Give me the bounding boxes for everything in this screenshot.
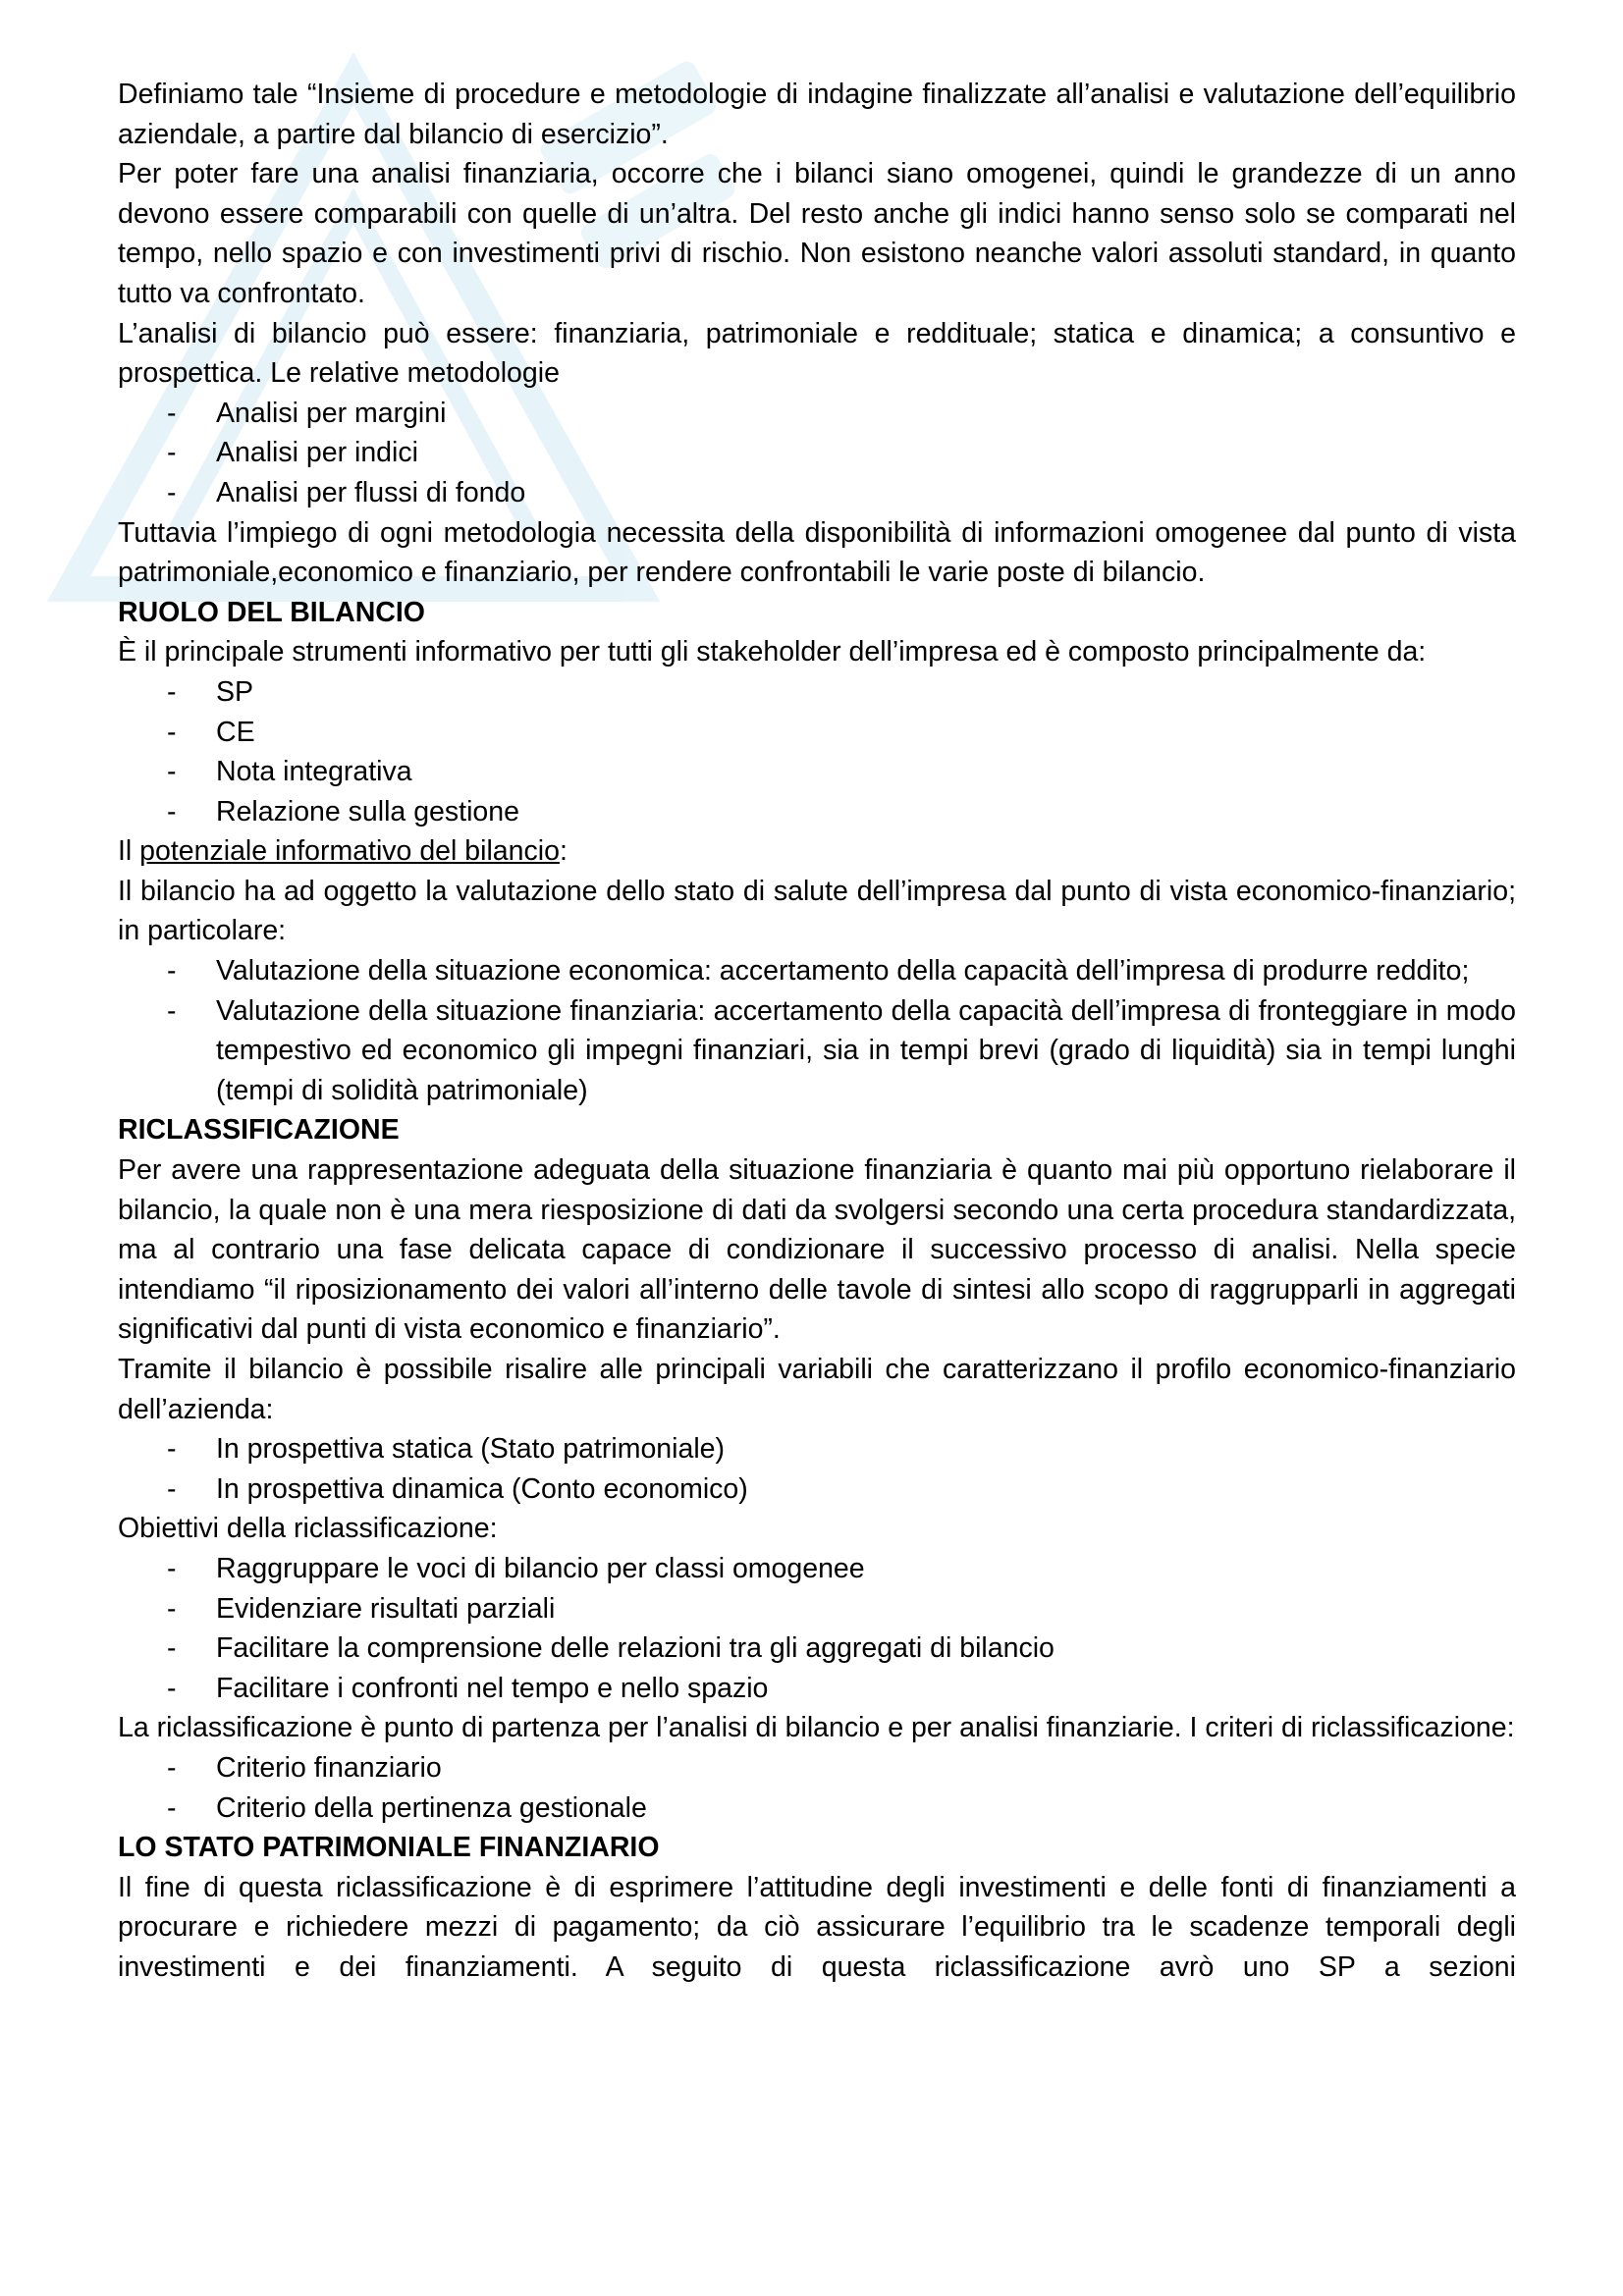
list-item-text: Criterio finanziario xyxy=(216,1751,442,1784)
list-item xyxy=(118,713,1516,753)
list-valutazioni xyxy=(118,951,1516,1110)
bullet-dash: - xyxy=(167,675,177,708)
potenziale-prefix: Il xyxy=(118,835,140,868)
bullet-dash: - xyxy=(167,1472,177,1505)
list-item xyxy=(118,1669,1516,1709)
paragraph-definition: Definiamo tale “Insieme di procedure e metodologie di indagine finalizzate all’analisi e valutazione dell’equilibrio aziendale, a partire dal bilancio di esercizio”. xyxy=(118,79,1516,150)
list-item-text: Analisi per indici xyxy=(216,437,418,469)
paragraph-punto-partenza: La riclassificazione è punto di partenza per l’analisi di bilancio e per analisi finanziarie. I criteri di riclassificazione: xyxy=(118,1712,1515,1744)
list-item xyxy=(118,1748,1516,1789)
bullet-dash: - xyxy=(167,1592,177,1625)
heading-ruolo-bilancio: RUOLO DEL BILANCIO xyxy=(118,596,425,628)
paragraph-omogeneita: Per poter fare una analisi finanziaria, occorre che i bilanci siano omogenei, quindi le grandezze di un anno devono essere comparabili con quelle di un’altra. Del resto anche gli indici hanno senso solo se comparati nel tempo, nello spazio e con investimenti privi di rischio. Non esistono neanche valori assoluti standard, in quanto tutto va confrontato. xyxy=(118,158,1516,309)
list-item-text: In prospettiva dinamica (Conto economico) xyxy=(216,1472,748,1505)
list-item-text: Facilitare i confronti nel tempo e nello spazio xyxy=(216,1672,769,1704)
bullet-dash: - xyxy=(167,716,177,748)
list-item-text: Valutazione della situazione economica: accertamento della capacità dell’impresa di produrre reddito; xyxy=(216,955,1470,988)
list-item-text: Facilitare la comprensione delle relazioni tra gli aggregati di bilancio xyxy=(216,1632,1055,1665)
list-item-text: CE xyxy=(216,716,255,748)
list-prospettive xyxy=(118,1429,1516,1509)
list-item xyxy=(118,792,1516,832)
bullet-dash: - xyxy=(167,1632,177,1665)
list-item xyxy=(118,991,1516,1111)
list-item-text: Evidenziare risultati parziali xyxy=(216,1592,556,1625)
paragraph-oggetto-bilancio: Il bilancio ha ad oggetto la valutazione dello stato di salute dell’impresa dal punto di vista economico-finanziario; in particolare: xyxy=(118,875,1516,947)
list-item-text: Raggruppare le voci di bilancio per classi omogenee xyxy=(216,1552,865,1584)
paragraph-fine-riclassificazione: Il fine di questa riclassificazione è di esprimere l’attitudine degli investimenti e delle fonti di finanziamenti a procurare e richiedere mezzi di pagamento; da ciò assicurare l’equilibrio tra le scadenze temporali degli investimenti e dei finanziamenti. A seguito di questa riclassificazione avrò uno SP a sezioni xyxy=(118,1871,1516,1983)
list-item-text: Analisi per margini xyxy=(216,397,447,429)
list-componenti-bilancio xyxy=(118,672,1516,831)
bullet-dash: - xyxy=(167,795,177,828)
bullet-dash: - xyxy=(167,397,177,429)
list-item-text: Nota integrativa xyxy=(216,756,412,788)
bullet-dash: - xyxy=(167,476,177,508)
document-page xyxy=(118,75,1516,1988)
list-item-text: Analisi per flussi di fondo xyxy=(216,476,526,508)
paragraph-variabili: Tramite il bilancio è possibile risalire alle principali variabili che caratterizzano il profilo economico-finanziario dell’azienda: xyxy=(118,1354,1516,1425)
list-item-text: SP xyxy=(216,675,254,708)
list-item xyxy=(118,1469,1516,1510)
list-item xyxy=(118,752,1516,792)
bullet-dash: - xyxy=(167,955,177,988)
heading-stato-patrimoniale: LO STATO PATRIMONIALE FINANZIARIO xyxy=(118,1832,660,1864)
list-item xyxy=(118,473,1516,513)
bullet-dash: - xyxy=(167,437,177,469)
bullet-dash: - xyxy=(167,1791,177,1824)
bullet-dash: - xyxy=(167,994,177,1027)
paragraph-strumento-informativo: È il principale strumenti informativo per tutti gli stakeholder dell’impresa ed è composto principalmente da: xyxy=(118,636,1427,668)
list-item xyxy=(118,1629,1516,1669)
bullet-dash: - xyxy=(167,756,177,788)
list-item-text: Relazione sulla gestione xyxy=(216,795,519,828)
list-item xyxy=(118,1589,1516,1629)
list-item-text: Valutazione della situazione finanziaria: accertamento della capacità dell’impresa di fronteggiare in modo tempestivo ed economico gli impegni finanziari, sia in tempi brevi (grado di liquidità) sia in tempi lunghi (tempi di solidità patrimoniale) xyxy=(216,994,1516,1106)
potenziale-underlined: potenziale informativo del bilancio xyxy=(139,835,560,868)
bullet-dash: - xyxy=(167,1433,177,1466)
paragraph-informazioni-omogenee: Tuttavia l’impiego di ogni metodologia necessita della disponibilità di informazioni omogenee dal punto di vista patrimoniale,economico e finanziario, per rendere confrontabili le varie poste di bilancio. xyxy=(118,516,1516,589)
heading-riclassificazione: RICLASSIFICAZIONE xyxy=(118,1114,400,1147)
list-item-text: Criterio della pertinenza gestionale xyxy=(216,1791,647,1824)
list-item xyxy=(118,672,1516,713)
list-item xyxy=(118,1789,1516,1829)
paragraph-potenziale-informativo xyxy=(118,831,1516,872)
list-obiettivi xyxy=(118,1549,1516,1708)
list-item xyxy=(118,1549,1516,1589)
paragraph-obiettivi: Obiettivi della riclassificazione: xyxy=(118,1513,498,1545)
paragraph-tipologie-analisi: L’analisi di bilancio può essere: finanziaria, patrimoniale e reddituale; statica e dinamica; a consuntivo e prospettica. Le relative metodologie xyxy=(118,317,1516,390)
list-item xyxy=(118,394,1516,434)
list-metodologie xyxy=(118,394,1516,513)
bullet-dash: - xyxy=(167,1751,177,1784)
list-item xyxy=(118,951,1516,991)
list-item-text: In prospettiva statica (Stato patrimoniale) xyxy=(216,1433,725,1466)
list-criteri xyxy=(118,1748,1516,1828)
potenziale-suffix: : xyxy=(559,835,568,868)
list-item xyxy=(118,1429,1516,1469)
paragraph-rappresentazione: Per avere una rappresentazione adeguata della situazione finanziaria è quanto mai più opportuno rielaborare il bilancio, la quale non è una mera riesposizione di dati da svolgersi secondo una certa procedura standardizzata, ma al contrario una fase delicata capace di condizionare il successivo processo di analisi. Nella specie intendiamo “il riposizionamento dei valori all’interno delle tavole di sintesi allo scopo di raggrupparli in aggregati significativi dal punti di vista economico e finanziario”. xyxy=(118,1154,1516,1346)
list-item xyxy=(118,433,1516,473)
bullet-dash: - xyxy=(167,1672,177,1704)
bullet-dash: - xyxy=(167,1552,177,1584)
